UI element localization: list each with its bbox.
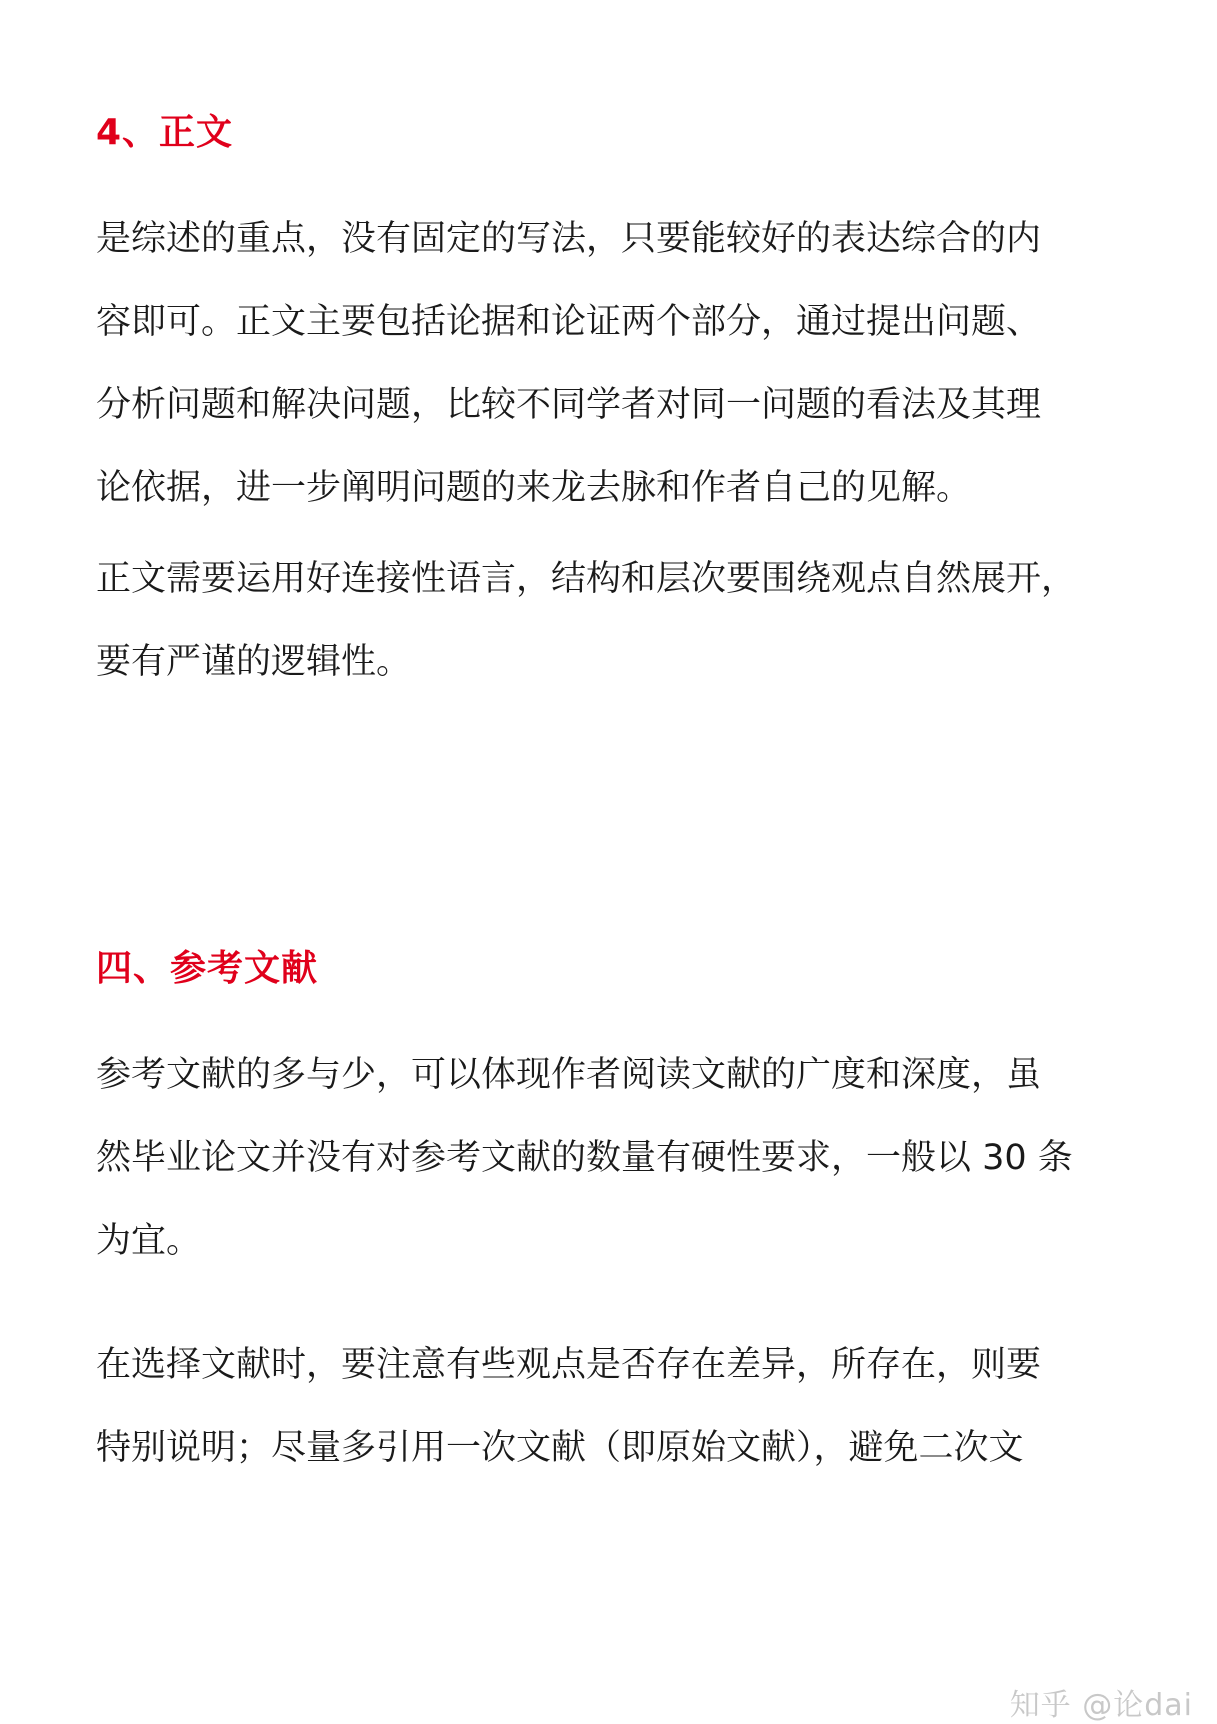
paragraph-line: 要有严谨的逻辑性。 (96, 642, 412, 682)
zhihu-watermark: 知乎 @论dai (1009, 1688, 1193, 1723)
paragraph-line: 为宜。 (96, 1221, 202, 1261)
paragraph-line: 正文需要运用好连接性语言，结构和层次要围绕观点自然展开， (96, 559, 1077, 599)
paragraph-main-text-1 (96, 198, 1136, 530)
paragraph-line: 容即可。正文主要包括论据和论证两个部分，通过提出问题、 (96, 302, 1042, 342)
paragraph-line: 论依据，进一步阐明问题的来龙去脉和作者自己的见解。 (96, 468, 972, 508)
section-heading-main-text: 4、正文 (96, 112, 234, 153)
paragraph-main-text-2 (96, 538, 1136, 704)
section-heading-references: 四、参考文献 (96, 948, 319, 989)
paragraph-line: 参考文献的多与少，可以体现作者阅读文献的广度和深度，虽 (96, 1055, 1042, 1095)
paragraph-references-1 (96, 1034, 1136, 1283)
paragraph-references-2 (96, 1324, 1136, 1490)
paragraph-line: 特别说明；尽量多引用一次文献（即原始文献），避免二次文 (96, 1428, 1024, 1468)
paragraph-line: 然毕业论文并没有对参考文献的数量有硬性要求，一般以 30 条 (96, 1138, 1073, 1178)
paragraph-line: 是综述的重点，没有固定的写法，只要能较好的表达综合的内 (96, 219, 1042, 259)
paragraph-line: 在选择文献时，要注意有些观点是否存在差异，所存在，则要 (96, 1345, 1042, 1385)
paragraph-line: 分析问题和解决问题，比较不同学者对同一问题的看法及其理 (96, 385, 1042, 425)
